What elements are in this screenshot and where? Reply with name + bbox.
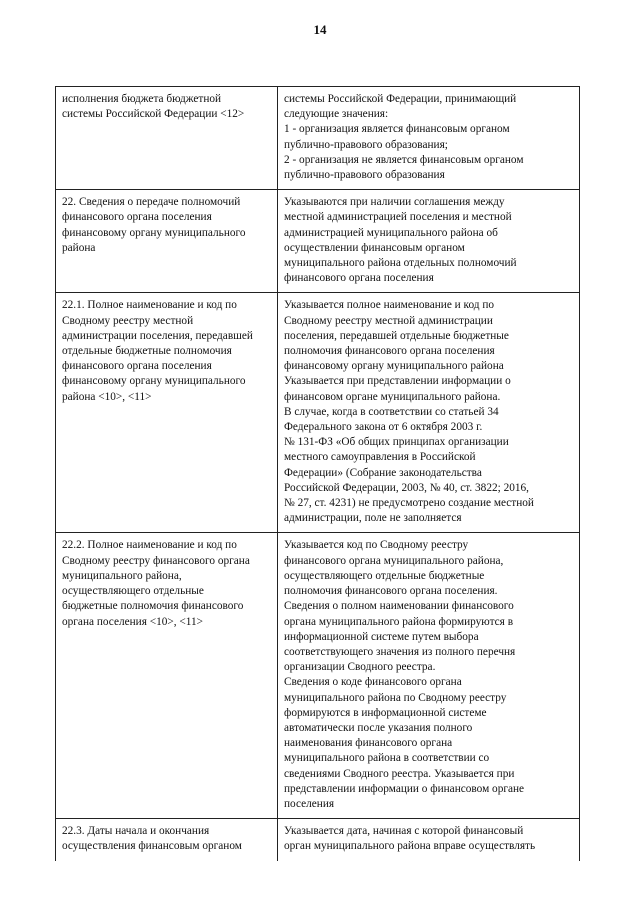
cell-text-line: администрации, поле не заполняется xyxy=(284,512,462,525)
field-description-cell xyxy=(278,819,580,861)
cell-text-line: Указывается полное наименование и код по xyxy=(284,299,495,312)
cell-text-line: 1 - организация является финансовым органом xyxy=(284,123,510,136)
cell-text-line: финансового органа поселения xyxy=(62,360,212,373)
table-row xyxy=(56,87,580,190)
cell-text-line: осуществляющего отдельные xyxy=(62,585,204,598)
cell-text-line: муниципального района отдельных полномочий xyxy=(284,257,517,270)
cell-text-line: орган муниципального района вправе осуществлять xyxy=(284,840,536,853)
cell-text-line: муниципального района, xyxy=(62,569,182,582)
requirements-table xyxy=(55,86,580,861)
cell-text-line: финансовому органу муниципального xyxy=(62,226,246,239)
cell-text-line: В случае, когда в соответствии со статьей 34 xyxy=(284,405,499,418)
cell-text-line: Указывается при представлении информации о xyxy=(284,375,511,388)
field-description-cell xyxy=(278,87,580,190)
cell-text-line: местного самоуправления в Российской xyxy=(284,451,476,464)
cell-text-line: Сведения о полном наименовании финансового xyxy=(284,600,514,613)
cell-text-line: осуществления финансовым органом xyxy=(62,840,242,853)
cell-text-line: финансовом органе муниципального района. xyxy=(284,390,501,403)
field-description-cell xyxy=(278,533,580,819)
cell-text-line: Федерации» (Собрание законодательства xyxy=(284,466,482,479)
field-name-cell xyxy=(56,533,278,819)
cell-text-line: 22. Сведения о передаче полномочий xyxy=(62,196,241,209)
cell-text-line: информационной системе путем выбора xyxy=(284,630,479,643)
field-description-cell xyxy=(278,293,580,533)
cell-text-line: финансового органа муниципального района, xyxy=(284,554,504,567)
cell-text-line: Указывается код по Сводному реестру xyxy=(284,539,469,552)
cell-text-line: Сводному реестру местной xyxy=(62,314,194,327)
cell-text-line: Российской Федерации, 2003, № 40, ст. 3822; 2016, xyxy=(284,481,530,494)
cell-text-line: администрацией муниципального района об xyxy=(284,226,498,239)
cell-text-line: публично-правового образования; xyxy=(284,138,448,151)
cell-text-line: полномочия финансового органа поселения xyxy=(284,345,495,358)
cell-text-line: органа муниципального района формируются в xyxy=(284,615,514,628)
cell-text-line: Сводному реестру финансового органа xyxy=(62,554,250,567)
cell-text-line: Указывается дата, начиная с которой финансовый xyxy=(284,825,524,838)
field-name-cell xyxy=(56,293,278,533)
cell-text-line: администрации поселения, передавшей xyxy=(62,329,253,342)
cell-text-line: органа поселения <10>, <11> xyxy=(62,615,204,628)
cell-text-line: сведениями Сводного реестра. Указывается при xyxy=(284,767,515,780)
cell-text-line: отдельные бюджетные полномочия xyxy=(62,345,232,358)
cell-text-line: представлении информации о финансовом органе xyxy=(284,782,525,795)
table-row xyxy=(56,293,580,533)
cell-text-line: полномочия финансового органа поселения. xyxy=(284,585,498,598)
cell-text-line: муниципального района по Сводному реестру xyxy=(284,691,507,704)
table-row xyxy=(56,533,580,819)
cell-text-line: организации Сводного реестра. xyxy=(284,661,436,674)
cell-text-line: соответствующего значения из полного перечня xyxy=(284,645,516,658)
cell-text-line: формируются в информационной системе xyxy=(284,706,487,719)
cell-text-line: местной администрацией поселения и местной xyxy=(284,211,512,224)
field-description-cell xyxy=(278,190,580,293)
cell-text-line: поселения, передавшей отдельные бюджетные xyxy=(284,329,509,342)
page-number: 14 xyxy=(313,22,327,37)
cell-text-line: автоматически после указания полного xyxy=(284,721,473,734)
cell-text-line: осуществляющего отдельные бюджетные xyxy=(284,569,485,582)
cell-text-line: поселения xyxy=(284,797,335,810)
field-name-cell xyxy=(56,819,278,861)
table-row xyxy=(56,819,580,861)
cell-text-line: Сводному реестру местной администрации xyxy=(284,314,493,327)
cell-text-line: № 131-ФЗ «Об общих принципах организации xyxy=(284,436,509,449)
cell-text-line: публично-правового образования xyxy=(284,169,445,182)
field-name-cell xyxy=(56,190,278,293)
cell-text-line: финансового органа поселения xyxy=(284,272,434,285)
cell-text-line: муниципального района в соответствии со xyxy=(284,752,490,765)
cell-text-line: бюджетные полномочия финансового xyxy=(62,600,244,613)
cell-text-line: района <10>, <11> xyxy=(62,390,152,403)
cell-text-line: Федерального закона от 6 октября 2003 г. xyxy=(284,421,483,434)
cell-text-line: системы Российской Федерации <12> xyxy=(62,108,245,121)
cell-text-line: осуществлении финансовым органом xyxy=(284,241,465,254)
cell-text-line: следующие значения: xyxy=(284,108,389,121)
cell-text-line: Указываются при наличии соглашения между xyxy=(284,196,505,209)
cell-text-line: системы Российской Федерации, принимающий xyxy=(284,93,517,105)
cell-text-line: 22.1. Полное наименование и код по xyxy=(62,299,237,312)
cell-text-line: финансовому органу муниципального xyxy=(62,375,246,388)
cell-text-line: финансовому органу муниципального района xyxy=(284,360,504,373)
cell-text-line: 22.3. Даты начала и окончания xyxy=(62,825,210,838)
cell-text-line: 22.2. Полное наименование и код по xyxy=(62,539,237,552)
cell-text-line: 2 - организация не является финансовым органом xyxy=(284,153,524,166)
cell-text-line: финансового органа поселения xyxy=(62,211,212,224)
field-name-cell xyxy=(56,87,278,190)
cell-text-line: Сведения о коде финансового органа xyxy=(284,676,462,689)
table-row xyxy=(56,190,580,293)
cell-text-line: № 27, ст. 4231) не предусмотрено создание местной xyxy=(284,497,534,510)
cell-text-line: района xyxy=(62,241,96,254)
cell-text-line: исполнения бюджета бюджетной xyxy=(62,93,222,105)
cell-text-line: наименования финансового органа xyxy=(284,737,453,750)
